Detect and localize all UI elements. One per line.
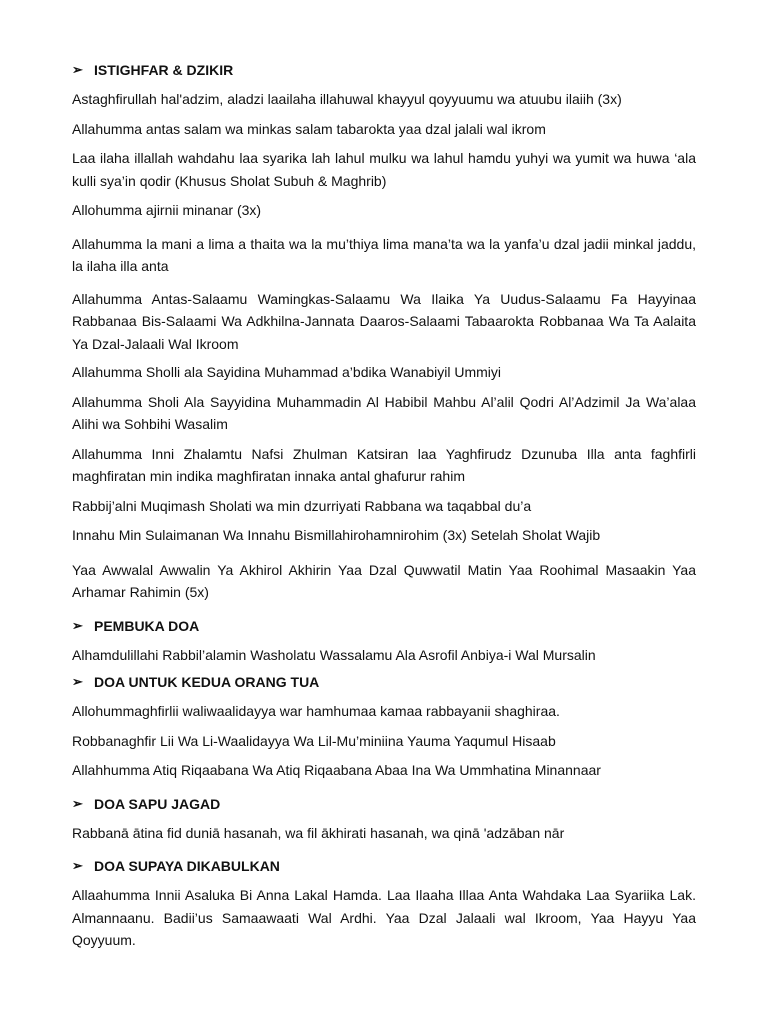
- heading-text: PEMBUKA DOA: [94, 617, 200, 634]
- heading-text: ISTIGHFAR & DZIKIR: [94, 62, 234, 78]
- section-heading-pembuka-doa: [72, 616, 696, 636]
- paragraph: Rabbij’alni Muqimash Sholati wa min dzurriyati Rabbana wa taqabbal du’a: [72, 497, 532, 514]
- paragraph: Allohummaghfirlii waliwaalidayya war hamhumaa kamaa rabbayanii shaghiraa.: [72, 703, 560, 719]
- paragraph: Rabbanā ātina fid duniā hasanah, wa fil ākhirati hasanah, wa qinā 'adzāban nār: [72, 824, 565, 841]
- paragraph: Alhamdulillahi Rabbil’alamin Washolatu Wassalamu Ala Asrofil Anbiya-i Wal Mursalin: [72, 646, 596, 663]
- paragraph: Allahhumma Atiq Riqaabana Wa Atiq Riqaabana Abaa Ina Wa Ummhatina Minannaar: [72, 762, 601, 778]
- paragraph: Allahumma Inni Zhalamtu Nafsi Zhulman Katsiran laa Yaghfirudz Dzunuba Illa anta faghfirli maghfiratan min indika maghfiratan innaka antal ghafurur rahim: [72, 445, 696, 484]
- section-heading-doa-orang-tua: [72, 672, 696, 692]
- paragraph: Allahumma antas salam wa minkas salam tabarokta yaa dzal jalali wal ikrom: [72, 120, 546, 137]
- paragraph: Robbanaghfir Lii Wa Li-Waalidayya Wa Lil-Mu’miniina Yauma Yaqumul Hisaab: [72, 732, 556, 749]
- paragraph: Allohumma ajirnii minanar (3x): [72, 202, 262, 218]
- arrow-bullet-icon: ➢: [72, 674, 83, 689]
- arrow-bullet-icon: ➢: [72, 617, 83, 633]
- heading-text: DOA SUPAYA DIKABULKAN: [94, 858, 280, 874]
- section-heading-doa-dikabulkan: [72, 856, 696, 876]
- section-heading-istighfar: [72, 60, 696, 80]
- paragraph: Allaahumma Innii Asaluka Bi Anna Lakal Hamda. Laa Ilaaha Illaa Anta Wahdaka Laa Syariika Lak. Almannaanu. Badii’us Samaawaati Wal Ardhi. Yaa Dzal Jalaali wal Ikroom, Yaa Hayyu Yaa Qoyyuum.: [72, 887, 696, 948]
- paragraph: Allahumma Sholli ala Sayidina Muhammad a’bdika Wanabiyil Ummiyi: [72, 364, 501, 380]
- paragraph: Laa ilaha illallah wahdahu laa syarika lah lahul mulku wa lahul hamdu yuhyi wa yumit wa huwa ‘ala kulli sya’in qodir (Khusus Sholat Subuh & Maghrib): [72, 150, 696, 189]
- section-heading-doa-sapu-jagad: [72, 794, 696, 814]
- heading-text: DOA SAPU JAGAD: [94, 795, 221, 812]
- arrow-bullet-icon: ➢: [72, 795, 83, 811]
- paragraph: Allahumma Antas-Salaamu Wamingkas-Salaamu Wa Ilaika Ya Uudus-Salaamu Fa Hayyinaa Rabbanaa Bis-Salaami Wa Adkhilna-Jannata Daaros-Salaami Tabaarokta Robbanaa Wa Ta Aalaita Ya Dzal-Jalaali Wal Ikroom: [72, 290, 696, 352]
- heading-text: DOA UNTUK KEDUA ORANG TUA: [94, 674, 320, 690]
- paragraph: Allahumma la mani a lima a thaita wa la mu’thiya lima mana’ta wa la yanfa’u dzal jadii minkal jaddu, la ilaha illa anta: [72, 235, 696, 274]
- document-page: [72, 60, 696, 952]
- paragraph: Yaa Awwalal Awwalin Ya Akhirol Akhirin Yaa Dzal Quwwatil Matin Yaa Roohimal Masaakin Yaa Arhamar Rahimin (5x): [72, 561, 696, 600]
- arrow-bullet-icon: ➢: [72, 858, 83, 873]
- paragraph: Astaghfirullah hal'adzim, aladzi laailaha illahuwal khayyul qoyyuumu wa atuubu ilaiih (3x): [72, 91, 622, 107]
- paragraph: Innahu Min Sulaimanan Wa Innahu Bismillahirohamnirohim (3x) Setelah Sholat Wajib: [72, 527, 601, 543]
- arrow-bullet-icon: ➢: [72, 62, 83, 77]
- paragraph: Allahumma Sholi Ala Sayyidina Muhammadin Al Habibil Mahbu Al’alil Qodri Al’Adzimil Ja Wa’alaa Alihi wa Sohbihi Wasalim: [72, 393, 696, 432]
